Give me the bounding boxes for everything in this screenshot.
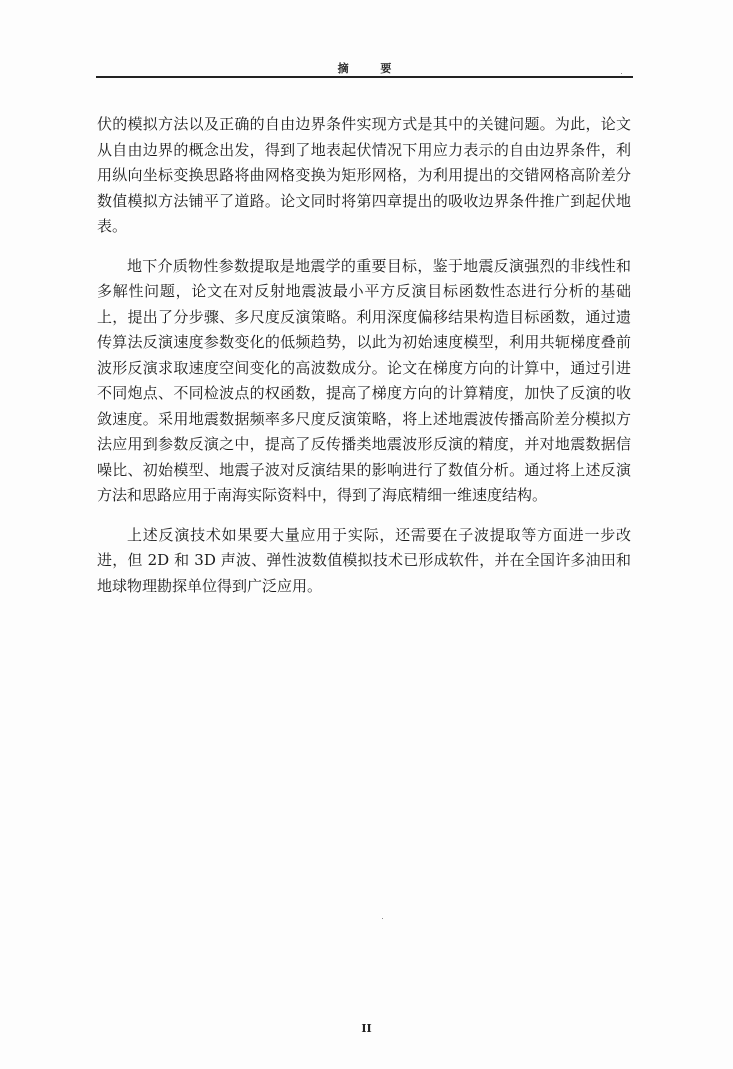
body-text <box>97 112 631 613</box>
paragraph-application: 上述反演技术如果要大量应用于实际，还需要在子波提取等方面进一步改进，但 2D 和 3D 声波、弹性波数值模拟技术已形成软件，并在全国许多油田和地球物理勘探单位得到广泛应用。 <box>97 525 631 595</box>
paragraph-continued: 伏的模拟方法以及正确的自由边界条件实现方式是其中的关键问题。为此，论文从自由边界的概念出发，得到了地表起伏情况下用应力表示的自由边界条件，利用纵向坐标变换思路将曲网格变换为矩形网格，为利用提出的交错网格高阶差分数值模拟方法铺平了道路。论文同时将第四章提出的吸收边界条件推广到起伏地表。 <box>97 115 631 235</box>
paragraph-inversion: 地下介质物性参数提取是地震学的重要目标，鉴于地震反演强烈的非线性和多解性问题，论文在对反射地震波最小平方反演目标函数性态进行分析的基础上，提出了分步骤、多尺度反演策略。利用深度偏移结果构造目标函数，通过遗传算法反演速度参数变化的低频趋势，以此为初始速度模型，利用共轭梯度叠前波形反演求取速度空间变化的高波数成分。论文在梯度方向的计算中，通过引进不同炮点、不同检波点的权函数，提高了梯度方向的计算精度，加快了反演的收敛速度。采用地震数据频率多尺度反演策略，将上述地震波传播高阶差分模拟方法应用到参数反演之中，提高了反传播类地震波形反演的精度，并对地震数据信噪比、初始模型、地震子波对反演结果的影响进行了数值分析。通过将上述反演方法和思路应用于南海实际资料中，得到了海底精细一维速度结构。 <box>97 256 631 504</box>
running-header-title: 摘 要 <box>337 62 406 75</box>
page-number: II <box>361 1022 372 1035</box>
header-rule <box>96 76 633 78</box>
scan-speck <box>621 73 622 74</box>
scan-speck <box>382 918 383 919</box>
